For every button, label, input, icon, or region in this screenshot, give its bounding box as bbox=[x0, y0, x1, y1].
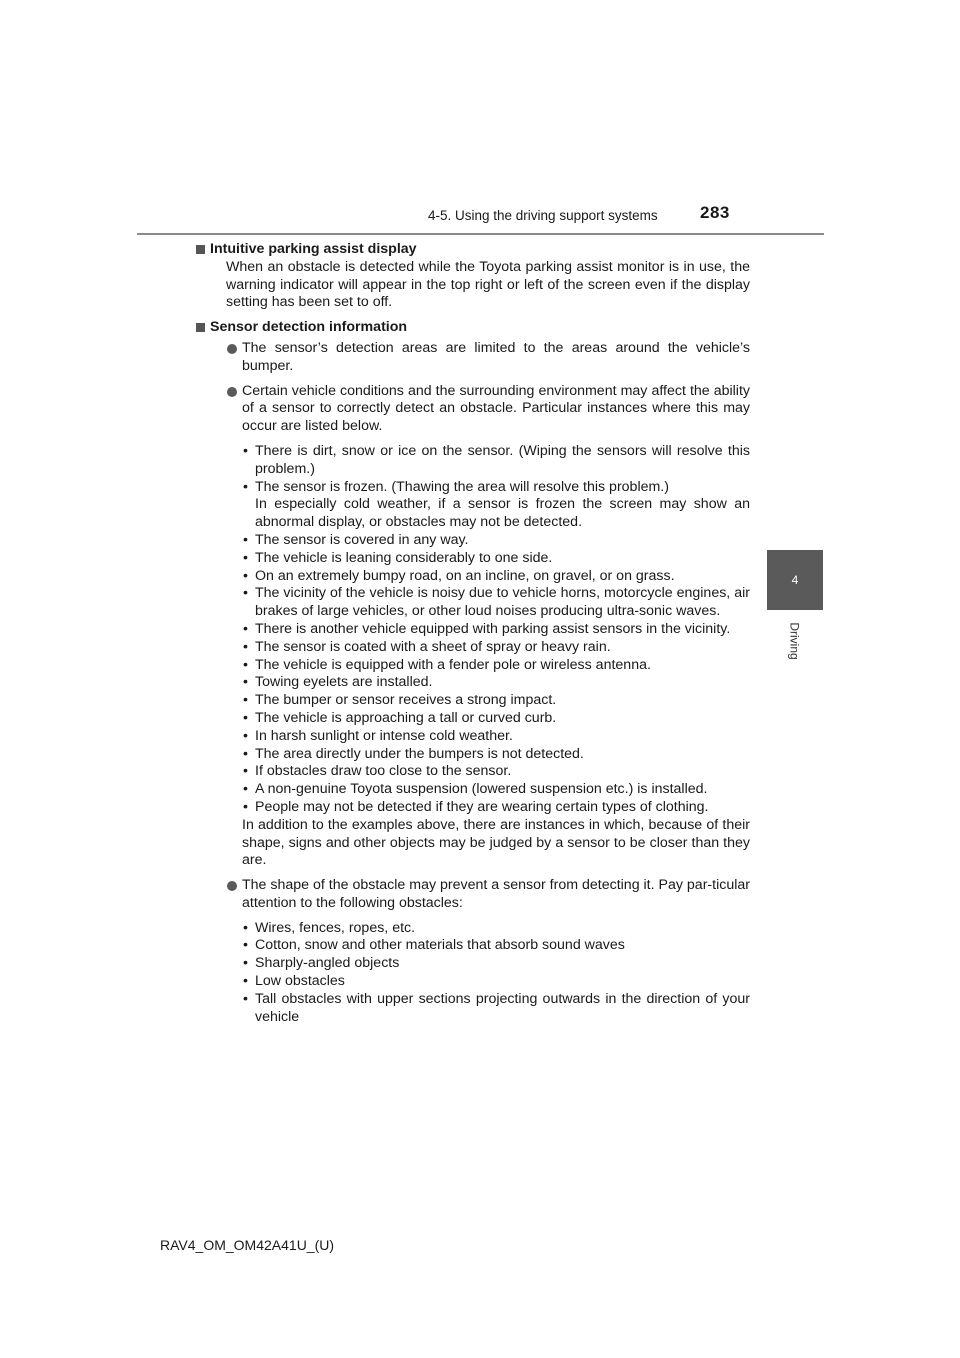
list-item: • There is dirt, snow or ice on the sensor. (Wiping the sensors will resolve this problem.) bbox=[243, 442, 750, 477]
note-text: In addition to the examples above, there are instances in which, because of their shape, signs and other objects may be judged by a sensor to be closer than they are. bbox=[242, 816, 750, 869]
bullet-icon bbox=[227, 344, 237, 354]
list-item: • The sensor is covered in any way. bbox=[243, 531, 469, 548]
list-item: • On an extremely bumpy road, on an incline, on gravel, or on grass. bbox=[243, 567, 675, 584]
condition-list bbox=[242, 443, 750, 817]
chapter-label bbox=[767, 612, 823, 670]
list-item: • There is another vehicle equipped with parking assist sensors in the vicinity. bbox=[243, 620, 731, 637]
list-item: • The vehicle is approaching a tall or curved curb. bbox=[243, 709, 557, 726]
obstacle-list bbox=[242, 920, 750, 1027]
list-item: • Cotton, snow and other materials that absorb sound waves bbox=[243, 937, 625, 954]
list-item: • Low obstacles bbox=[243, 973, 345, 990]
section-heading: Sensor detection information bbox=[196, 319, 750, 337]
list-item: • The vehicle is equipped with a fender pole or wireless antenna. bbox=[243, 656, 651, 673]
list-item-continuation: In especially cold weather, if a sensor is frozen the screen may show an abnormal display, or obstacles may not be detected. bbox=[255, 496, 750, 531]
document-code: RAV4_OM_OM42A41U_(U) bbox=[160, 1237, 335, 1253]
square-icon bbox=[196, 245, 205, 254]
list-item: • The vehicle is leaning considerably to one side. bbox=[243, 549, 553, 566]
list-item: • The vicinity of the vehicle is noisy due to vehicle horns, motorcycle engines, air brakes of large vehicles, or other loud noises producing ultra-sonic waves. bbox=[243, 585, 750, 620]
bullet-item: Certain vehicle conditions and the surrounding environment may affect the ability of a sensor to correctly detect an obstacle. Particular instances where this may occur are listed below. • There is dirt, snow or ice on the sensor. (Wiping the sensors will resolve this problem.) • The sensor is frozen. (Thawing the area will resolve this problem.) In especially cold weather, if a sensor is frozen the screen may show an abnormal display, or obstacles may not be detected. • The sensor is covered in any way. • The vehicle is leaning considerably to one side. • On an extremely bumpy road, on an incline, on gravel, or on grass. • The vicinity of the vehicle is noisy due to vehicle horns, motorcycle engines, air brakes of large vehicles, or other loud noises producing ultra-sonic waves. • There is another vehicle equipped with parking assist sensors in the vicinity. • The sensor is coated with a sheet of spray or heavy rain. • The vehicle is equipped with a fender pole or wireless antenna. • Towing eyelets are installed. • The bumper or sensor receives a strong impact. • The vehicle is approaching a tall or curved curb. • In harsh sunlight or intense cold weather. • The area directly under the bumpers is not detected. • If obstacles draw too close to the sensor. • A non-genuine Toyota suspension (lowered suspension etc.) is installed. • People may not be detected if they are wearing certain types of clothing. In addition to the examples above, there are instances in which, because of their shape, signs and other objects may be judged by a sensor to be closer than they are. bbox=[226, 383, 750, 871]
list-item: • The sensor is coated with a sheet of spray or heavy rain. bbox=[243, 638, 611, 655]
list-item: • The area directly under the bumpers is not detected. bbox=[243, 745, 584, 762]
list-item: • The bumper or sensor receives a strong impact. bbox=[243, 692, 557, 709]
list-item: • The sensor is frozen. (Thawing the area will resolve this problem.) bbox=[243, 478, 669, 495]
list-item: • Towing eyelets are installed. bbox=[243, 674, 433, 691]
list-item: • Sharply-angled objects bbox=[243, 955, 400, 972]
square-icon bbox=[196, 323, 205, 332]
list-item: • Wires, fences, ropes, etc. bbox=[243, 919, 416, 936]
list-item: • In harsh sunlight or intense cold weather. bbox=[243, 727, 513, 744]
bullet-icon bbox=[227, 881, 237, 891]
list-item: • Tall obstacles with upper sections projecting outwards in the direction of your vehicle bbox=[243, 990, 750, 1025]
content bbox=[210, 241, 750, 1026]
bullet-icon bbox=[227, 387, 237, 397]
page-number: 283 bbox=[700, 203, 730, 222]
header-divider bbox=[137, 233, 824, 235]
chapter-label-text: Driving bbox=[788, 622, 802, 660]
list-item: • If obstacles draw too close to the sensor. bbox=[243, 763, 512, 780]
list-item: • A non-genuine Toyota suspension (lowered suspension etc.) is installed. bbox=[243, 781, 708, 798]
section-title: 4-5. Using the driving support systems bbox=[428, 208, 658, 223]
list-item: • People may not be detected if they are wearing certain types of clothing. bbox=[243, 798, 709, 815]
paragraph: When an obstacle is detected while the Toyota parking assist monitor is in use, the warning indicator will appear in the top right or left of the screen even if the display setting has been set to off. bbox=[226, 258, 750, 311]
bullet-item: The shape of the obstacle may prevent a sensor from detecting it. Pay par-ticular attention to the following obstacles: • Wires, fences, ropes, etc. • Cotton, snow and other materials that absorb sound waves • Sharply-angled objects • Low obstacles • Tall obstacles with upper sections projecting outwards in the direction of your vehicle bbox=[226, 877, 750, 1026]
bullet-list bbox=[226, 340, 750, 1026]
chapter-tab: 4 bbox=[767, 550, 823, 610]
section-heading: Intuitive parking assist display bbox=[196, 241, 750, 259]
bullet-item: The sensor’s detection areas are limited to the areas around the vehicle’s bumper. bbox=[226, 340, 750, 376]
